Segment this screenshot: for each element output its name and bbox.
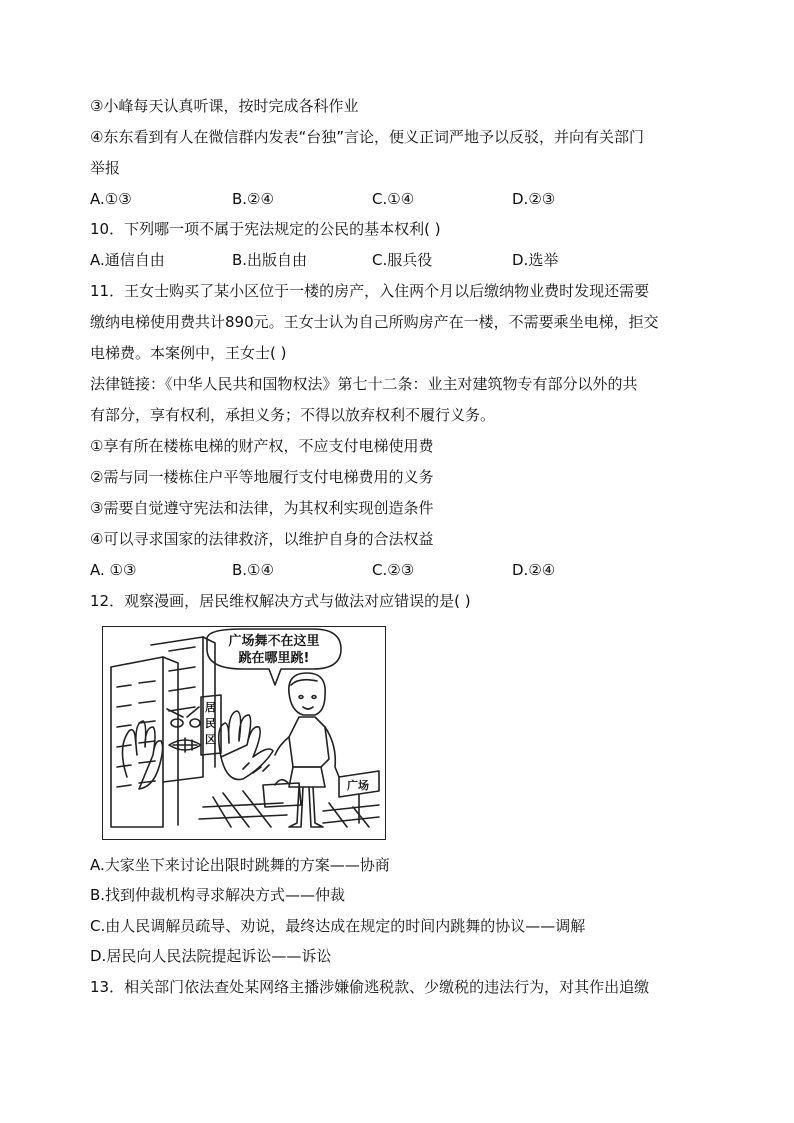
- q11-stem-2: 缴纳电梯使用费共计890元。王女士认为自己所购房产在一楼，不需要乘坐电梯，拒交: [90, 313, 659, 331]
- q12-stem: 12．观察漫画，居民维权解决方式与做法对应错误的是( ): [90, 592, 471, 610]
- building-label-3: 区: [205, 733, 216, 746]
- q12-option-c[interactable]: C.由人民调解员疏导、劝说，最终达成在规定的时间内跳舞的协议——调解: [90, 917, 586, 935]
- q12-option-b[interactable]: B.找到仲裁机构寻求解决方式——仲裁: [90, 886, 346, 904]
- q11-law-link-2: 有部分，享有权利，承担义务；不得以放弃权利不履行义务。: [90, 406, 496, 424]
- q11-statement-4: ④可以寻求国家的法律救济，以维护自身的合法权益: [90, 530, 434, 548]
- q11-statement-3: ③需要自觉遵守宪法和法律，为其权利实现创造条件: [90, 499, 434, 517]
- q11-stem-3: 电梯费。本案例中，王女士( ): [90, 344, 287, 362]
- q10-stem: 10．下列哪一项不属于宪法规定的公民的基本权利( ): [90, 220, 441, 238]
- q9-option-d[interactable]: D.②③: [512, 190, 556, 208]
- q13-stem: 13．相关部门依法查处某网络主播涉嫌偷逃税款、少缴税的违法行为，对其作出追缴: [90, 978, 650, 996]
- square-sign-label: 广场: [347, 779, 369, 792]
- q11-stem-1: 11．王女士购买了某小区位于一楼的房产，入住两个月以后缴纳物业费时发现还需要: [90, 282, 650, 300]
- q9-option-b[interactable]: B.②④: [232, 190, 274, 208]
- bubble-text-line2: 跳在哪里跳!: [238, 651, 310, 666]
- q12-option-d[interactable]: D.居民向人民法院提起诉讼——诉讼: [90, 947, 332, 965]
- q9-option-c[interactable]: C.①④: [372, 190, 415, 208]
- q9-statement-3: ③小峰每天认真听课，按时完成各科作业: [90, 97, 359, 115]
- q12-option-a[interactable]: A.大家坐下来讨论出限时跳舞的方案——协商: [90, 856, 390, 874]
- q11-option-c[interactable]: C.②③: [372, 561, 415, 579]
- q10-option-b[interactable]: B.出版自由: [232, 251, 308, 269]
- cartoon-illustration: [103, 627, 385, 839]
- q11-statement-2: ②需与同一楼栋住户平等地履行支付电梯费用的义务: [90, 468, 434, 486]
- q11-law-link-1: 法律链接：《中华人民共和国物权法》第七十二条：业主对建筑物专有部分以外的共: [90, 375, 638, 393]
- q11-option-a[interactable]: A. ①③: [90, 561, 137, 579]
- q9-option-a[interactable]: A.①③: [90, 190, 132, 208]
- q12-cartoon: [102, 626, 386, 840]
- building-label-1: 居: [205, 701, 216, 714]
- q11-option-b[interactable]: B.①④: [232, 561, 274, 579]
- q10-option-d[interactable]: D.选举: [512, 251, 559, 269]
- bubble-text-line1: 广场舞不在这里: [228, 634, 320, 649]
- building-label-2: 民: [205, 717, 216, 730]
- q9-statement-4-cont: 举报: [90, 159, 121, 177]
- q10-option-c[interactable]: C.服兵役: [372, 251, 433, 269]
- q11-option-d[interactable]: D.②④: [512, 561, 556, 579]
- q9-statement-4: ④东东看到有人在微信群内发表“台独”言论，便义正词严地予以反驳，并向有关部门: [90, 128, 644, 146]
- q10-option-a[interactable]: A.通信自由: [90, 251, 165, 269]
- q11-statement-1: ①享有所在楼栋电梯的财产权，不应支付电梯使用费: [90, 437, 434, 455]
